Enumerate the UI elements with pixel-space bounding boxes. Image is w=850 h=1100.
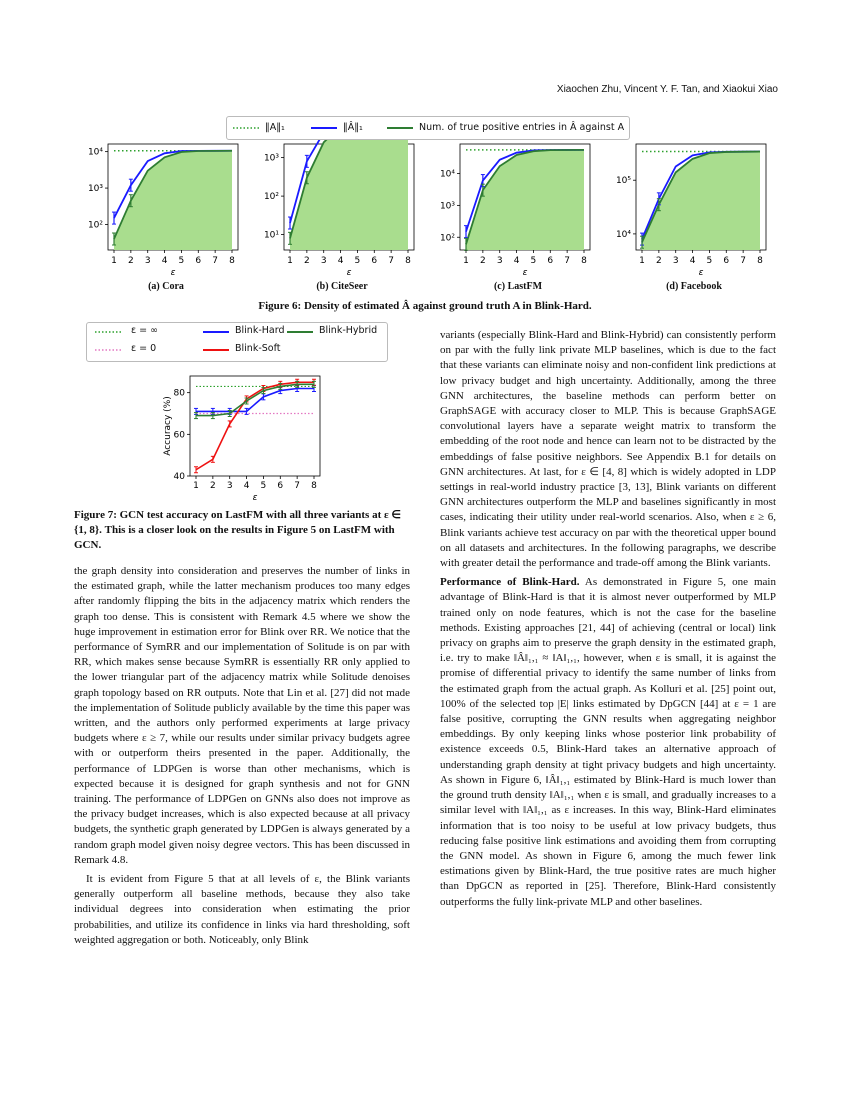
legend-blink-soft: Blink-Soft <box>235 343 281 354</box>
true-positive-area <box>642 152 760 250</box>
y-tick-label: 10¹ <box>263 230 279 241</box>
true-positive-area <box>290 140 408 250</box>
panel-label-facebook: (d) Facebook <box>666 281 722 292</box>
figure6-caption: Figure 6: Density of estimated Â against ground truth A in Blink-Hard. <box>258 300 592 312</box>
x-tick-label: 1 <box>639 256 645 266</box>
x-tick-label: 8 <box>757 256 763 266</box>
x-tick-label: 2 <box>479 256 486 266</box>
right-paragraph-2: As demonstrated in Figure 5, one main advantage of Blink-Hard is that it is almost never outperformed by MLP trained only on node features, which is not the case for the baseline methods. Existing approaches [21, 44] of achieving (central or local) link privacy on graphs aim to preserve the graph density in the estimated graph, i.e. try to make ‖Â‖₁,₁ ≈ ‖A‖₁,₁, however, when ε is small, it is against the promise of differential privacy to identify the same number of links from the estimated graph from the actual graph. As Kolluri et al. [25] point out, 100% of the selected top |E| links estimated by DpGCN [44] at ε = 1 are false positive, corrupting the GNN results when aggregating neighbor embeddings. By only keeping links whose posterior link probability of existence exceeds 0.5, Blink-Hard takes an alternative approach of understanding graph density at tight privacy budgets and high uncertainty. As shown in Figure 6, ‖Â‖₁,₁ estimated by Blink-Hard is much lower than the ground truth density ‖A‖₁,₁ when ε is small, and gradually increases to a similar level with ‖A‖₁,₁ as ε increases. In this way, Blink-Hard eliminates information that is too noisy to be useful at low privacy budgets, thus reducing false positive link estimations and avoiding them from corrupting the GNN model. As shown in Figure 6, among the much fewer link estimations given by Blink-Hard, the true positive rates are much higher than DpGCN as reported in [25]. Therefore, Blink-Hard consistently outperforms the fully link-private MLP and other baselines. <box>440 576 776 908</box>
x-tick-label: 8 <box>229 256 235 266</box>
running-header: Xiaochen Zhu, Vincent Y. F. Tan, and Xiaokui Xiao <box>556 84 778 95</box>
figure6-panel-3 <box>440 144 590 278</box>
x-tick-label: 6 <box>723 256 730 266</box>
x-tick-label: 8 <box>311 481 317 491</box>
figure6-panel-2 <box>264 140 414 278</box>
legend-true-density: ‖A‖₁ <box>265 122 285 133</box>
figure6-panels <box>80 140 810 280</box>
x-tick-label: 4 <box>689 256 696 266</box>
legend-true-positive: Num. of true positive entries in Â against A <box>419 122 625 133</box>
legend-blink-hard: Blink-Hard <box>235 325 285 336</box>
x-tick-label: 6 <box>547 256 554 266</box>
y-tick-label: 10² <box>439 233 455 244</box>
y-tick-label: 80 <box>173 388 185 399</box>
x-tick-label: 2 <box>303 256 310 266</box>
x-axis-label: ε <box>170 268 176 278</box>
x-tick-label: 3 <box>226 481 233 491</box>
x-axis-label: ε <box>346 268 352 278</box>
figure6-panel-4 <box>616 144 766 278</box>
x-tick-label: 1 <box>287 256 293 266</box>
figure6-panel-1 <box>88 144 238 278</box>
y-tick-label: 10² <box>263 192 279 203</box>
x-tick-label: 5 <box>354 256 361 266</box>
x-tick-label: 3 <box>496 256 503 266</box>
y-axis-label: Accuracy (%) <box>163 396 173 456</box>
x-tick-label: 5 <box>178 256 185 266</box>
panel-label-lastfm: (c) LastFM <box>493 281 543 292</box>
x-tick-label: 2 <box>209 481 216 491</box>
x-tick-label: 5 <box>530 256 537 266</box>
x-tick-label: 3 <box>672 256 679 266</box>
y-tick-label: 10⁴ <box>615 229 631 240</box>
figure7-caption: Figure 7: GCN test accuracy on LastFM with all three variants at ε ∈ {1, 8}. This is a closer look on the results in Figure 5 on LastFM with GCN. <box>74 509 402 551</box>
x-tick-label: 7 <box>294 481 301 491</box>
panel-label-citeseer: (b) CiteSeer <box>316 281 368 292</box>
true-positive-area <box>466 150 584 250</box>
x-tick-label: 1 <box>463 256 469 266</box>
x-tick-label: 1 <box>111 256 117 266</box>
x-axis-label: ε <box>698 268 704 278</box>
left-column <box>74 564 410 948</box>
x-tick-label: 7 <box>212 256 219 266</box>
x-axis-label: ε <box>252 493 258 503</box>
figure7-legend <box>86 322 388 362</box>
legend-blink-hybrid: Blink-Hybrid <box>319 325 378 336</box>
section-heading: Performance of Blink-Hard. <box>440 576 580 589</box>
y-tick-label: 10³ <box>87 184 103 195</box>
panel-label-cora: (a) Cora <box>148 281 184 292</box>
x-tick-label: 4 <box>243 481 250 491</box>
y-tick-label: 10⁴ <box>439 169 455 180</box>
x-tick-label: 7 <box>740 256 747 266</box>
y-tick-label: 10³ <box>439 201 455 212</box>
x-tick-label: 7 <box>564 256 571 266</box>
left-paragraph-2: It is evident from Figure 5 that at all levels of ε, the Blink variants generally outperform all baseline methods, because they also take individual degrees into consideration when estimating the prior probabilities, and utilize its confidence in links via hard thresholding, soft weighted aggregation or both. Noticeably, only Blink <box>74 873 410 946</box>
y-tick-label: 10⁵ <box>615 176 631 187</box>
x-tick-label: 6 <box>195 256 202 266</box>
legend-eps-inf: ε = ∞ <box>131 325 159 336</box>
x-tick-label: 6 <box>277 481 284 491</box>
y-tick-label: 60 <box>173 430 185 441</box>
x-tick-label: 4 <box>337 256 344 266</box>
x-tick-label: 8 <box>581 256 587 266</box>
right-paragraph-1: variants (especially Blink-Hard and Blink-Hybrid) can consistently perform on par with the fully link private MLP baselines, which is due to the fact that these variants can eliminate noisy and non-confident link predictions at low privacy budget and high uncertainty. Additionally, among the three GNN architectures, the baseline methods can perform better on GraphSAGE with accuracy closer to MLP. This is because GraphSAGE convolutional layers have a separate weight matrix to transform the embedding of the root node and hence can learn not to be distracted by the embeddings of false positive neighbors. See Appendix B.1 for details on GNN architectures. At last, for ε ∈ [4, 8] which is widely adopted in LDP settings in real-world industry practice [3, 13], Blink variants on different GNN architectures outperform the MLP and baselines significantly in most cases, indicating their utility under real-world scenarios. Also, when ε ≥ 6, Blink variants achieve test accuracy on par with the theoretical upper bound on all datasets and architectures. In the following paragraphs, we describe with greater detail the performance and trade-off among the Blink variants. <box>440 329 776 570</box>
x-tick-label: 5 <box>706 256 713 266</box>
x-tick-label: 2 <box>655 256 662 266</box>
x-tick-label: 4 <box>161 256 168 266</box>
x-tick-label: 6 <box>371 256 378 266</box>
x-tick-label: 7 <box>388 256 395 266</box>
y-tick-label: 10² <box>87 220 103 231</box>
x-tick-label: 5 <box>260 481 267 491</box>
right-column <box>440 328 776 910</box>
y-tick-label: 40 <box>173 472 185 482</box>
x-tick-label: 1 <box>193 481 199 491</box>
legend-est-density: ‖Â‖₁ <box>343 122 363 133</box>
legend-eps-zero: ε = 0 <box>131 343 157 354</box>
left-paragraph-1: the graph density into consideration and preserves the number of links in the estimated graph, while the latter mechanism produces too many edges after randomly flipping the bits in the adjacency matrix which renders the graph too dense. This is consistent with Remark 4.5 where we show the huge improvement in estimation error for Blink over RR. We notice that the performance of SymRR and our implementation of Solitude is on par with RR, which makes sense because SymRR is essentially RR only applied to the lower triangular part of the adjacency matrix while Solitude denoises graph topology based on RR outputs. Note that Lin et al. [27] did not made the implementation of Solitude publicly available by the time this paper was written, and the authors only performed experiments at large privacy budgets where ε ≥ 7, while our results under similar privacy budgets agree with or outperform theirs presented in the paper. Additionally, the performance of LDPGen is worse than other mechanisms, which is expected because it is designed for graph synthesis and not for GNN training. The performance of LDPGen on GNNs also does not improve as the privacy budget increases, which is also expected because at all privacy budgets, the synthetic graph generated by LDPGen is always generated by a random graph model given noisy degree vectors. This has been discussed in Remark 4.8. <box>74 565 410 866</box>
x-tick-label: 2 <box>127 256 134 266</box>
figure6-legend <box>226 116 630 140</box>
x-tick-label: 4 <box>513 256 520 266</box>
x-axis-label: ε <box>522 268 528 278</box>
x-tick-label: 3 <box>144 256 151 266</box>
x-tick-label: 8 <box>405 256 411 266</box>
y-tick-label: 10³ <box>263 153 279 164</box>
y-tick-label: 10⁴ <box>87 147 103 158</box>
x-tick-label: 3 <box>320 256 327 266</box>
figure7-chart <box>160 368 330 504</box>
